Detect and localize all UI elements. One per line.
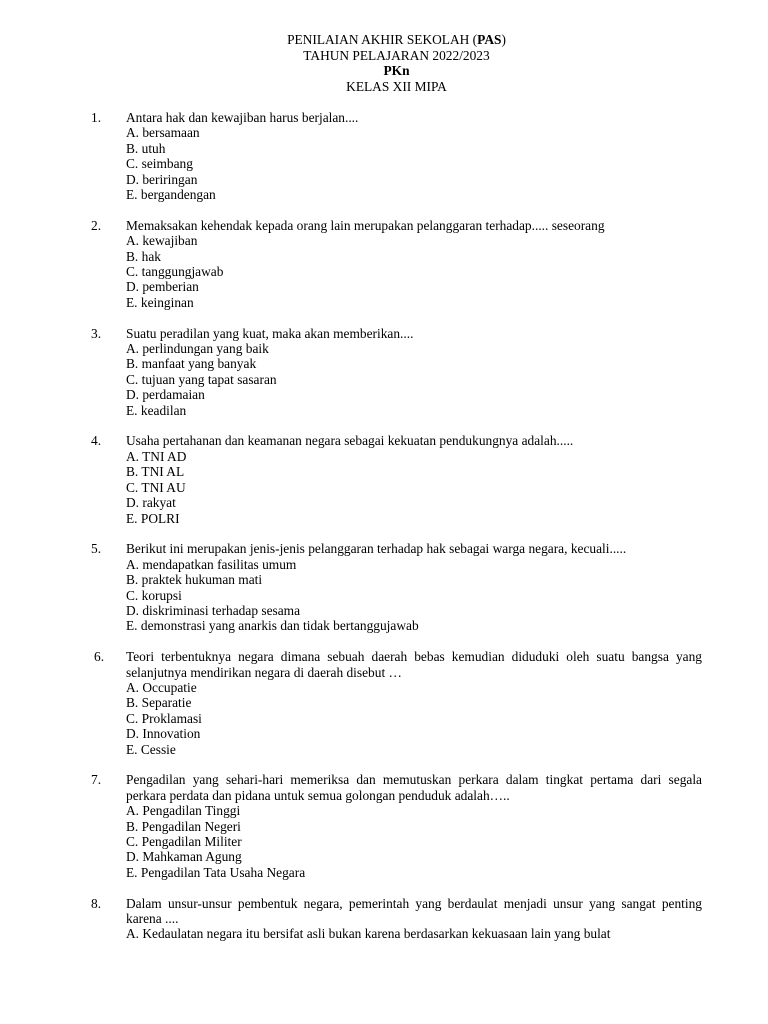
question-text: Teori terbentuknya negara dimana sebuah daerah bebas kemudian diduduki oleh suatu bangsa yang selanjutnya mendirikan negara di daerah disebut … (126, 649, 702, 680)
option-c: C. Proklamasi (126, 710, 202, 726)
question-8 (0, 896, 768, 942)
option-c: C. TNI AU (126, 479, 186, 495)
option-a: A. mendapatkan fasilitas umum (126, 556, 297, 572)
question-number: 7. (91, 772, 102, 788)
option-b: B. utuh (126, 140, 166, 156)
option-b: B. manfaat yang banyak (126, 356, 257, 372)
question-text: Suatu peradilan yang kuat, maka akan memberikan.... (126, 325, 414, 341)
option-a: A. perlindungan yang baik (126, 341, 269, 357)
class-name: KELAS XII MIPA (346, 78, 447, 94)
question-text: Antara hak dan kewajiban harus berjalan.... (126, 110, 359, 125)
option-c: C. seimbang (126, 156, 193, 172)
question-number: 4. (91, 433, 102, 449)
option-e: E. Cessie (126, 741, 176, 757)
option-d: D. beriringan (126, 171, 198, 187)
question-3 (0, 326, 768, 418)
option-e: E. keadilan (126, 402, 187, 418)
option-a: A. Pengadilan Tinggi (126, 803, 241, 819)
option-e: E. Pengadilan Tata Usaha Negara (126, 864, 306, 880)
question-text: Pengadilan yang sehari-hari memeriksa dan memutuskan perkara dalam tingkat pertama dari segala perkara perdata dan pidana untuk semua golongan penduduk adalah….. (126, 772, 702, 803)
question-6 (0, 649, 768, 757)
option-d: D. Innovation (126, 726, 201, 742)
option-a: A. Occupatie (126, 679, 197, 695)
question-text: Usaha pertahanan dan keamanan negara sebagai kekuatan pendukungnya adalah..... (126, 433, 574, 449)
exam-title: PENILAIAN AKHIR SEKOLAH (PAS) (287, 32, 506, 47)
option-a: A. TNI AD (126, 448, 187, 464)
option-d: D. rakyat (126, 495, 176, 511)
option-b: B. hak (126, 248, 161, 264)
document-header (0, 32, 768, 94)
option-e: E. POLRI (126, 510, 180, 526)
option-c: C. tujuan yang tapat sasaran (126, 371, 277, 387)
option-b: B. Separatie (126, 695, 192, 711)
option-c: C. korupsi (126, 587, 182, 603)
question-7 (0, 772, 768, 880)
option-b: B. Pengadilan Negeri (126, 818, 241, 834)
option-d: D. pemberian (126, 279, 199, 295)
option-a: A. Kedaulatan negara itu bersifat asli bukan karena berdasarkan kekuasaan lain yang bulat (126, 926, 611, 942)
subject-name: PKn (383, 63, 410, 78)
question-number: 6. (94, 649, 105, 665)
question-1 (0, 110, 768, 202)
option-b: B. praktek hukuman mati (126, 572, 263, 588)
option-a: A. kewajiban (126, 233, 198, 249)
option-e: E. demonstrasi yang anarkis dan tidak bertanggujawab (126, 618, 419, 634)
question-number: 5. (91, 541, 102, 557)
question-text: Memaksakan kehendak kepada orang lain merupakan pelanggaran terhadap..... seseorang (126, 217, 605, 233)
option-a: A. bersamaan (126, 125, 200, 141)
question-list (0, 110, 768, 957)
question-number: 2. (91, 217, 102, 233)
option-c: C. Pengadilan Militer (126, 834, 242, 849)
option-d: D. perdamaian (126, 387, 205, 403)
option-d: D. Mahkaman Agung (126, 849, 242, 865)
option-b: B. TNI AL (126, 464, 185, 480)
question-number: 3. (91, 325, 102, 341)
school-year: TAHUN PELAJARAN 2022/2023 (303, 47, 490, 63)
question-text: Dalam unsur-unsur pembentuk negara, pemerintah yang berdaulat menjadi unsur yang sangat penting karena .... (126, 895, 702, 927)
option-c: C. tanggungjawab (126, 264, 224, 280)
question-number: 1. (91, 110, 102, 125)
question-number: 8. (91, 895, 102, 911)
question-4 (0, 433, 768, 525)
option-e: E. keinginan (126, 294, 194, 310)
question-2 (0, 218, 768, 310)
question-5 (0, 541, 768, 633)
question-text: Berikut ini merupakan jenis-jenis pelanggaran terhadap hak sebagai warga negara, kecuali..... (126, 541, 627, 557)
option-e: E. bergandengan (126, 187, 216, 203)
option-d: D. diskriminasi terhadap sesama (126, 602, 301, 618)
